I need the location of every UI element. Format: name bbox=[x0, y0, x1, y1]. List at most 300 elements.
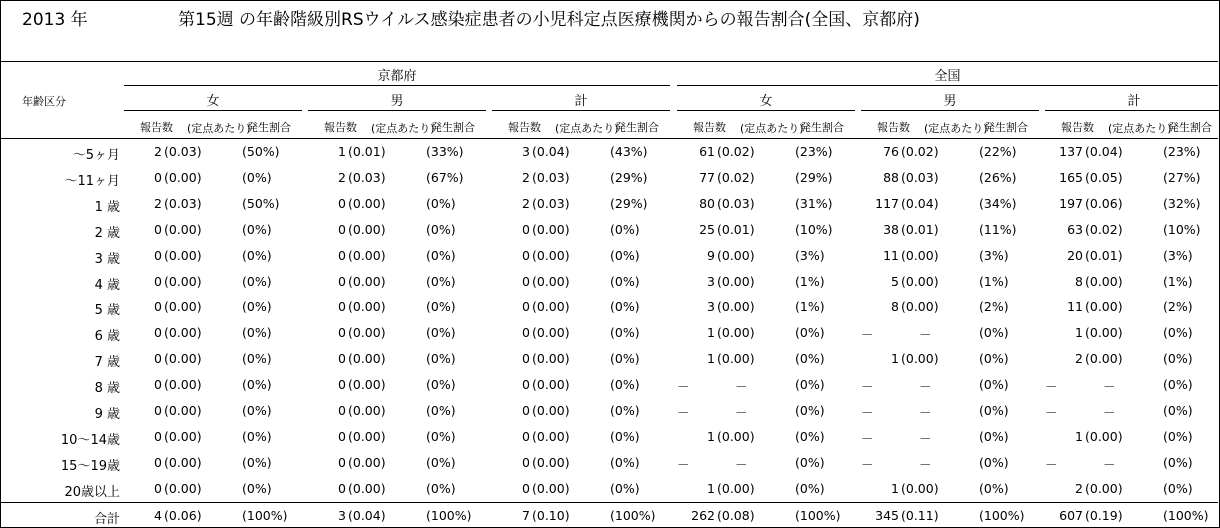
subheader-ratio: 発生割合 bbox=[984, 121, 1028, 134]
ratio-value: (0%) bbox=[242, 221, 272, 237]
report-count: 0 bbox=[154, 299, 162, 315]
ratio-value: (50%) bbox=[242, 144, 280, 159]
ratio-value: (0%) bbox=[426, 299, 456, 315]
subheader-ratio: 発生割合 bbox=[800, 121, 844, 134]
ratio-value: (67%) bbox=[426, 169, 464, 185]
report-count: 1 bbox=[1075, 325, 1083, 341]
age-column-header: 年齢区分 bbox=[22, 95, 66, 108]
report-count: 0 bbox=[522, 454, 530, 470]
per-site-value: (0.00) bbox=[164, 428, 202, 444]
report-count: － bbox=[861, 405, 874, 420]
report-count: 2 bbox=[1075, 480, 1083, 496]
per-site-value: (0.00) bbox=[717, 247, 755, 263]
per-site-value: － bbox=[919, 327, 932, 343]
per-site-value: (0.00) bbox=[164, 377, 202, 393]
per-site-value: (0.03) bbox=[532, 195, 570, 211]
report-count: － bbox=[1045, 405, 1058, 420]
report-count: － bbox=[861, 379, 874, 395]
ratio-value: (0%) bbox=[979, 403, 1009, 418]
sex-rule bbox=[308, 110, 486, 111]
row-label: 9 歳 bbox=[94, 407, 120, 422]
per-site-value: (0.00) bbox=[532, 273, 570, 289]
report-count: 8 bbox=[1075, 273, 1083, 289]
report-count: 11 bbox=[883, 247, 899, 263]
report-count: 0 bbox=[154, 454, 162, 470]
subheader-rule bbox=[0, 138, 1218, 139]
report-count: 88 bbox=[883, 169, 899, 185]
report-count: 0 bbox=[338, 454, 346, 470]
report-count: 25 bbox=[699, 221, 715, 237]
ratio-value: (0%) bbox=[242, 325, 272, 341]
report-count: 0 bbox=[338, 325, 346, 341]
report-count: 9 bbox=[707, 247, 715, 263]
ratio-value: (1%) bbox=[795, 273, 825, 289]
ratio-value: (0%) bbox=[795, 325, 825, 341]
per-site-value: － bbox=[735, 405, 748, 420]
per-site-value: (0.02) bbox=[717, 169, 755, 185]
report-count: 2 bbox=[522, 195, 530, 211]
report-count: 76 bbox=[883, 144, 899, 159]
per-site-value: (0.00) bbox=[164, 247, 202, 263]
report-count: 20 bbox=[1067, 247, 1083, 263]
per-site-value: (0.03) bbox=[717, 195, 755, 211]
report-count: － bbox=[1045, 456, 1058, 472]
report-count: 0 bbox=[154, 428, 162, 444]
ratio-value: (0%) bbox=[979, 480, 1009, 496]
ratio-value: (0%) bbox=[242, 169, 272, 185]
per-site-value: － bbox=[919, 405, 932, 420]
ratio-value: (0%) bbox=[426, 221, 456, 237]
ratio-value: (0%) bbox=[610, 273, 640, 289]
per-site-value: (0.00) bbox=[348, 247, 386, 263]
per-site-value: (0.00) bbox=[348, 273, 386, 289]
ratio-value: (100%) bbox=[426, 508, 472, 523]
report-count: 0 bbox=[522, 299, 530, 315]
report-count: － bbox=[861, 327, 874, 343]
sex-header: 女 bbox=[206, 94, 220, 109]
per-site-value: (0.00) bbox=[901, 480, 939, 496]
ratio-value: (26%) bbox=[979, 169, 1017, 185]
row-label: 20歳以上 bbox=[64, 484, 120, 500]
ratio-value: (0%) bbox=[1163, 403, 1193, 418]
ratio-value: (0%) bbox=[795, 351, 825, 367]
per-site-value: (0.00) bbox=[348, 325, 386, 341]
report-count: － bbox=[677, 405, 690, 420]
report-count: 1 bbox=[1075, 428, 1083, 444]
report-count: 0 bbox=[522, 325, 530, 341]
per-site-value: (0.00) bbox=[532, 325, 570, 341]
per-site-value: (0.00) bbox=[164, 221, 202, 237]
report-count: － bbox=[1045, 379, 1058, 395]
row-label: ～5ヶ月 bbox=[72, 148, 120, 163]
per-site-value: (0.00) bbox=[901, 299, 939, 315]
region-rule-kyoto bbox=[124, 85, 670, 86]
row-label: 7 歳 bbox=[94, 355, 120, 371]
subheader-ratio: 発生割合 bbox=[247, 121, 291, 134]
report-count: 3 bbox=[707, 299, 715, 315]
row-label: 4 歳 bbox=[94, 277, 120, 293]
subheader-reports: 報告数 bbox=[1061, 121, 1094, 134]
ratio-value: (29%) bbox=[795, 169, 833, 185]
ratio-value: (11%) bbox=[979, 221, 1017, 237]
ratio-value: (31%) bbox=[795, 195, 833, 211]
ratio-value: (1%) bbox=[1163, 273, 1193, 289]
report-count: 0 bbox=[154, 377, 162, 393]
report-count: 1 bbox=[338, 144, 346, 159]
ratio-value: (0%) bbox=[242, 247, 272, 263]
ratio-value: (3%) bbox=[979, 247, 1009, 263]
per-site-value: (0.00) bbox=[348, 454, 386, 470]
ratio-value: (0%) bbox=[242, 299, 272, 315]
report-count: 0 bbox=[338, 377, 346, 393]
report-count: 1 bbox=[707, 428, 715, 444]
ratio-value: (50%) bbox=[242, 195, 280, 211]
report-count: 0 bbox=[154, 480, 162, 496]
subheader-per-site: (定点あたり) bbox=[924, 122, 988, 135]
ratio-value: (0%) bbox=[242, 480, 272, 496]
per-site-value: (0.00) bbox=[1085, 428, 1123, 444]
ratio-value: (100%) bbox=[979, 508, 1025, 523]
ratio-value: (0%) bbox=[1163, 428, 1193, 444]
per-site-value: (0.00) bbox=[348, 377, 386, 393]
ratio-value: (0%) bbox=[1163, 480, 1193, 496]
per-site-value: (0.00) bbox=[532, 247, 570, 263]
per-site-value: (0.00) bbox=[348, 403, 386, 418]
ratio-value: (0%) bbox=[610, 325, 640, 341]
report-count: 0 bbox=[154, 325, 162, 341]
per-site-value: (0.00) bbox=[717, 480, 755, 496]
per-site-value: － bbox=[735, 456, 748, 472]
ratio-value: (27%) bbox=[1163, 169, 1201, 185]
per-site-value: (0.00) bbox=[164, 351, 202, 367]
ratio-value: (0%) bbox=[610, 299, 640, 315]
report-count: 2 bbox=[338, 169, 346, 185]
report-count: 0 bbox=[154, 403, 162, 418]
report-count: 0 bbox=[338, 480, 346, 496]
ratio-value: (0%) bbox=[1163, 351, 1193, 367]
per-site-value: (0.00) bbox=[1085, 299, 1123, 315]
per-site-value: (0.02) bbox=[1085, 221, 1123, 237]
sex-header: 男 bbox=[390, 94, 404, 109]
report-count: 77 bbox=[699, 169, 715, 185]
per-site-value: (0.00) bbox=[717, 273, 755, 289]
per-site-value: (0.00) bbox=[348, 351, 386, 367]
ratio-value: (100%) bbox=[1163, 508, 1209, 523]
subheader-ratio: 発生割合 bbox=[431, 121, 475, 134]
ratio-value: (0%) bbox=[795, 377, 825, 393]
ratio-value: (100%) bbox=[795, 508, 841, 523]
ratio-value: (23%) bbox=[795, 144, 833, 159]
report-year: 2013 年 bbox=[22, 10, 88, 30]
report-count: 0 bbox=[522, 351, 530, 367]
per-site-value: (0.00) bbox=[532, 454, 570, 470]
sex-rule bbox=[124, 110, 302, 111]
per-site-value: (0.06) bbox=[164, 508, 202, 523]
per-site-value: (0.03) bbox=[164, 144, 202, 159]
per-site-value: － bbox=[735, 379, 748, 395]
ratio-value: (0%) bbox=[242, 428, 272, 444]
ratio-value: (0%) bbox=[610, 480, 640, 496]
ratio-value: (1%) bbox=[795, 299, 825, 315]
ratio-value: (0%) bbox=[610, 377, 640, 393]
row-label: 6 歳 bbox=[94, 329, 120, 345]
report-count: 1 bbox=[707, 480, 715, 496]
per-site-value: (0.01) bbox=[1085, 247, 1123, 263]
report-count: 3 bbox=[522, 144, 530, 159]
ratio-value: (0%) bbox=[426, 325, 456, 341]
per-site-value: (0.00) bbox=[717, 351, 755, 367]
sex-header: 男 bbox=[943, 94, 957, 109]
top-rule bbox=[0, 61, 1218, 62]
per-site-value: (0.03) bbox=[901, 169, 939, 185]
per-site-value: (0.00) bbox=[164, 480, 202, 496]
ratio-value: (2%) bbox=[979, 299, 1009, 315]
subheader-per-site: (定点あたり) bbox=[187, 122, 251, 135]
report-count: 0 bbox=[522, 480, 530, 496]
subheader-reports: 報告数 bbox=[693, 121, 726, 134]
report-count: 38 bbox=[883, 221, 899, 237]
per-site-value: (0.19) bbox=[1085, 508, 1123, 523]
report-count: 117 bbox=[875, 195, 899, 211]
report-count: 3 bbox=[338, 508, 346, 523]
report-count: 7 bbox=[522, 508, 530, 523]
report-count: 11 bbox=[1067, 299, 1083, 315]
ratio-value: (0%) bbox=[242, 377, 272, 393]
report-count: 1 bbox=[707, 351, 715, 367]
per-site-value: (0.00) bbox=[1085, 480, 1123, 496]
report-count: 0 bbox=[522, 377, 530, 393]
subheader-per-site: (定点あたり) bbox=[371, 122, 435, 135]
report-count: 0 bbox=[522, 273, 530, 289]
per-site-value: (0.00) bbox=[164, 169, 202, 185]
per-site-value: (0.00) bbox=[348, 221, 386, 237]
per-site-value: (0.06) bbox=[1085, 195, 1123, 211]
report-count: 262 bbox=[691, 508, 715, 523]
report-count: － bbox=[677, 379, 690, 395]
ratio-value: (0%) bbox=[795, 480, 825, 496]
report-count: 0 bbox=[154, 169, 162, 185]
per-site-value: (0.00) bbox=[532, 480, 570, 496]
report-count: 345 bbox=[875, 508, 899, 523]
report-count: 8 bbox=[891, 299, 899, 315]
ratio-value: (100%) bbox=[242, 508, 288, 523]
per-site-value: (0.00) bbox=[164, 403, 202, 418]
report-count: 63 bbox=[1067, 221, 1083, 237]
per-site-value: (0.04) bbox=[532, 144, 570, 159]
row-label: 8 歳 bbox=[94, 381, 120, 397]
per-site-value: (0.00) bbox=[1085, 273, 1123, 289]
report-count: 0 bbox=[154, 273, 162, 289]
report-count: 0 bbox=[154, 351, 162, 367]
page-title: 第15週 の年齢階級別RSウイルス感染症患者の小児科定点医療機関からの報告割合(全国、京都府) bbox=[178, 10, 920, 30]
report-count: 165 bbox=[1059, 169, 1083, 185]
report-count: 0 bbox=[154, 221, 162, 237]
report-count: 2 bbox=[154, 195, 162, 211]
ratio-value: (0%) bbox=[610, 454, 640, 470]
sex-rule bbox=[492, 110, 670, 111]
per-site-value: － bbox=[1103, 405, 1116, 420]
per-site-value: (0.00) bbox=[532, 377, 570, 393]
per-site-value: － bbox=[919, 430, 932, 446]
report-count: 0 bbox=[338, 403, 346, 418]
ratio-value: (33%) bbox=[426, 144, 464, 159]
per-site-value: (0.10) bbox=[532, 508, 570, 523]
ratio-value: (0%) bbox=[426, 403, 456, 418]
ratio-value: (29%) bbox=[610, 169, 648, 185]
per-site-value: (0.00) bbox=[532, 351, 570, 367]
ratio-value: (0%) bbox=[426, 480, 456, 496]
report-count: 1 bbox=[707, 325, 715, 341]
report-count: 1 bbox=[891, 351, 899, 367]
per-site-value: (0.00) bbox=[1085, 325, 1123, 341]
region-header-kyoto: 京都府 bbox=[377, 69, 417, 84]
ratio-value: (0%) bbox=[979, 377, 1009, 393]
per-site-value: (0.00) bbox=[717, 325, 755, 341]
report-count: 80 bbox=[699, 195, 715, 211]
ratio-value: (0%) bbox=[795, 428, 825, 444]
per-site-value: (0.00) bbox=[164, 325, 202, 341]
report-count: 0 bbox=[338, 195, 346, 211]
per-site-value: (0.00) bbox=[901, 351, 939, 367]
per-site-value: (0.04) bbox=[901, 195, 939, 211]
per-site-value: (0.00) bbox=[717, 428, 755, 444]
per-site-value: (0.02) bbox=[717, 144, 755, 159]
per-site-value: (0.00) bbox=[164, 273, 202, 289]
report-count: 3 bbox=[707, 273, 715, 289]
ratio-value: (0%) bbox=[979, 428, 1009, 444]
ratio-value: (0%) bbox=[795, 454, 825, 470]
report-count: － bbox=[861, 430, 874, 446]
sex-header: 計 bbox=[1127, 94, 1141, 109]
subheader-reports: 報告数 bbox=[877, 121, 910, 134]
report-count: － bbox=[677, 456, 690, 472]
per-site-value: (0.00) bbox=[532, 403, 570, 418]
subheader-reports: 報告数 bbox=[324, 121, 357, 134]
ratio-value: (3%) bbox=[1163, 247, 1193, 263]
per-site-value: (0.00) bbox=[717, 299, 755, 315]
report-count: 0 bbox=[338, 299, 346, 315]
row-label: 2 歳 bbox=[94, 225, 120, 241]
ratio-value: (0%) bbox=[426, 195, 456, 211]
ratio-value: (0%) bbox=[426, 247, 456, 263]
report-count: 61 bbox=[699, 144, 715, 159]
ratio-value: (23%) bbox=[1163, 144, 1201, 159]
per-site-value: (0.00) bbox=[901, 273, 939, 289]
per-site-value: (0.00) bbox=[164, 299, 202, 315]
row-label: 3 歳 bbox=[94, 251, 120, 267]
ratio-value: (0%) bbox=[979, 325, 1009, 341]
ratio-value: (0%) bbox=[426, 377, 456, 393]
subheader-ratio: 発生割合 bbox=[1168, 121, 1212, 134]
ratio-value: (0%) bbox=[426, 273, 456, 289]
report-count: 4 bbox=[154, 508, 162, 523]
sex-header: 計 bbox=[574, 94, 588, 109]
per-site-value: (0.00) bbox=[348, 428, 386, 444]
ratio-value: (0%) bbox=[610, 351, 640, 367]
per-site-value: (0.11) bbox=[901, 508, 939, 523]
report-count: 607 bbox=[1059, 508, 1083, 523]
ratio-value: (0%) bbox=[979, 351, 1009, 367]
per-site-value: (0.00) bbox=[348, 195, 386, 211]
subheader-per-site: (定点あたり) bbox=[740, 122, 804, 135]
ratio-value: (0%) bbox=[242, 454, 272, 470]
row-label: 1 歳 bbox=[94, 199, 120, 215]
total-rule bbox=[0, 502, 1218, 503]
ratio-value: (0%) bbox=[426, 454, 456, 470]
ratio-value: (10%) bbox=[795, 221, 833, 237]
report-count: 1 bbox=[891, 480, 899, 496]
per-site-value: (0.01) bbox=[348, 144, 386, 159]
per-site-value: (0.00) bbox=[901, 247, 939, 263]
report-count: 0 bbox=[522, 428, 530, 444]
report-count: － bbox=[861, 456, 874, 472]
per-site-value: (0.00) bbox=[532, 221, 570, 237]
row-label: ～11ヶ月 bbox=[64, 173, 120, 189]
per-site-value: (0.00) bbox=[1085, 351, 1123, 367]
per-site-value: (0.05) bbox=[1085, 169, 1123, 185]
report-count: 0 bbox=[522, 221, 530, 237]
ratio-value: (0%) bbox=[610, 247, 640, 263]
report-count: 0 bbox=[338, 221, 346, 237]
ratio-value: (0%) bbox=[610, 221, 640, 237]
report-count: 137 bbox=[1059, 144, 1083, 159]
ratio-value: (34%) bbox=[979, 195, 1017, 211]
per-site-value: (0.01) bbox=[901, 221, 939, 237]
report-count: 5 bbox=[891, 273, 899, 289]
region-rule-national bbox=[677, 85, 1218, 86]
per-site-value: (0.03) bbox=[348, 169, 386, 185]
report-count: 2 bbox=[522, 169, 530, 185]
row-label: 5 歳 bbox=[94, 303, 120, 319]
sex-rule bbox=[1045, 110, 1220, 111]
sex-rule bbox=[861, 110, 1039, 111]
ratio-value: (0%) bbox=[795, 403, 825, 418]
per-site-value: (0.03) bbox=[164, 195, 202, 211]
row-label: 10～14歳 bbox=[60, 432, 120, 448]
ratio-value: (32%) bbox=[1163, 195, 1201, 211]
report-count: 0 bbox=[338, 351, 346, 367]
ratio-value: (0%) bbox=[610, 403, 640, 418]
ratio-value: (0%) bbox=[242, 273, 272, 289]
ratio-value: (2%) bbox=[1163, 299, 1193, 315]
ratio-value: (100%) bbox=[610, 508, 656, 523]
row-label: 合計 bbox=[93, 512, 120, 527]
report-count: 0 bbox=[522, 247, 530, 263]
subheader-reports: 報告数 bbox=[140, 121, 173, 134]
row-label: 15～19歳 bbox=[60, 458, 120, 474]
report-count: 2 bbox=[1075, 351, 1083, 367]
ratio-value: (0%) bbox=[242, 403, 272, 418]
per-site-value: (0.03) bbox=[532, 169, 570, 185]
ratio-value: (0%) bbox=[1163, 454, 1193, 470]
per-site-value: (0.02) bbox=[901, 144, 939, 159]
ratio-value: (0%) bbox=[242, 351, 272, 367]
report-count: 0 bbox=[338, 273, 346, 289]
per-site-value: (0.00) bbox=[532, 299, 570, 315]
ratio-value: (0%) bbox=[426, 428, 456, 444]
report-count: 0 bbox=[522, 403, 530, 418]
ratio-value: (29%) bbox=[610, 195, 648, 211]
subheader-ratio: 発生割合 bbox=[615, 121, 659, 134]
per-site-value: (0.00) bbox=[532, 428, 570, 444]
ratio-value: (0%) bbox=[1163, 377, 1193, 393]
per-site-value: － bbox=[919, 456, 932, 472]
per-site-value: (0.00) bbox=[164, 454, 202, 470]
ratio-value: (43%) bbox=[610, 144, 648, 159]
per-site-value: (0.08) bbox=[717, 508, 755, 523]
subheader-reports: 報告数 bbox=[508, 121, 541, 134]
subheader-per-site: (定点あたり) bbox=[555, 122, 619, 135]
